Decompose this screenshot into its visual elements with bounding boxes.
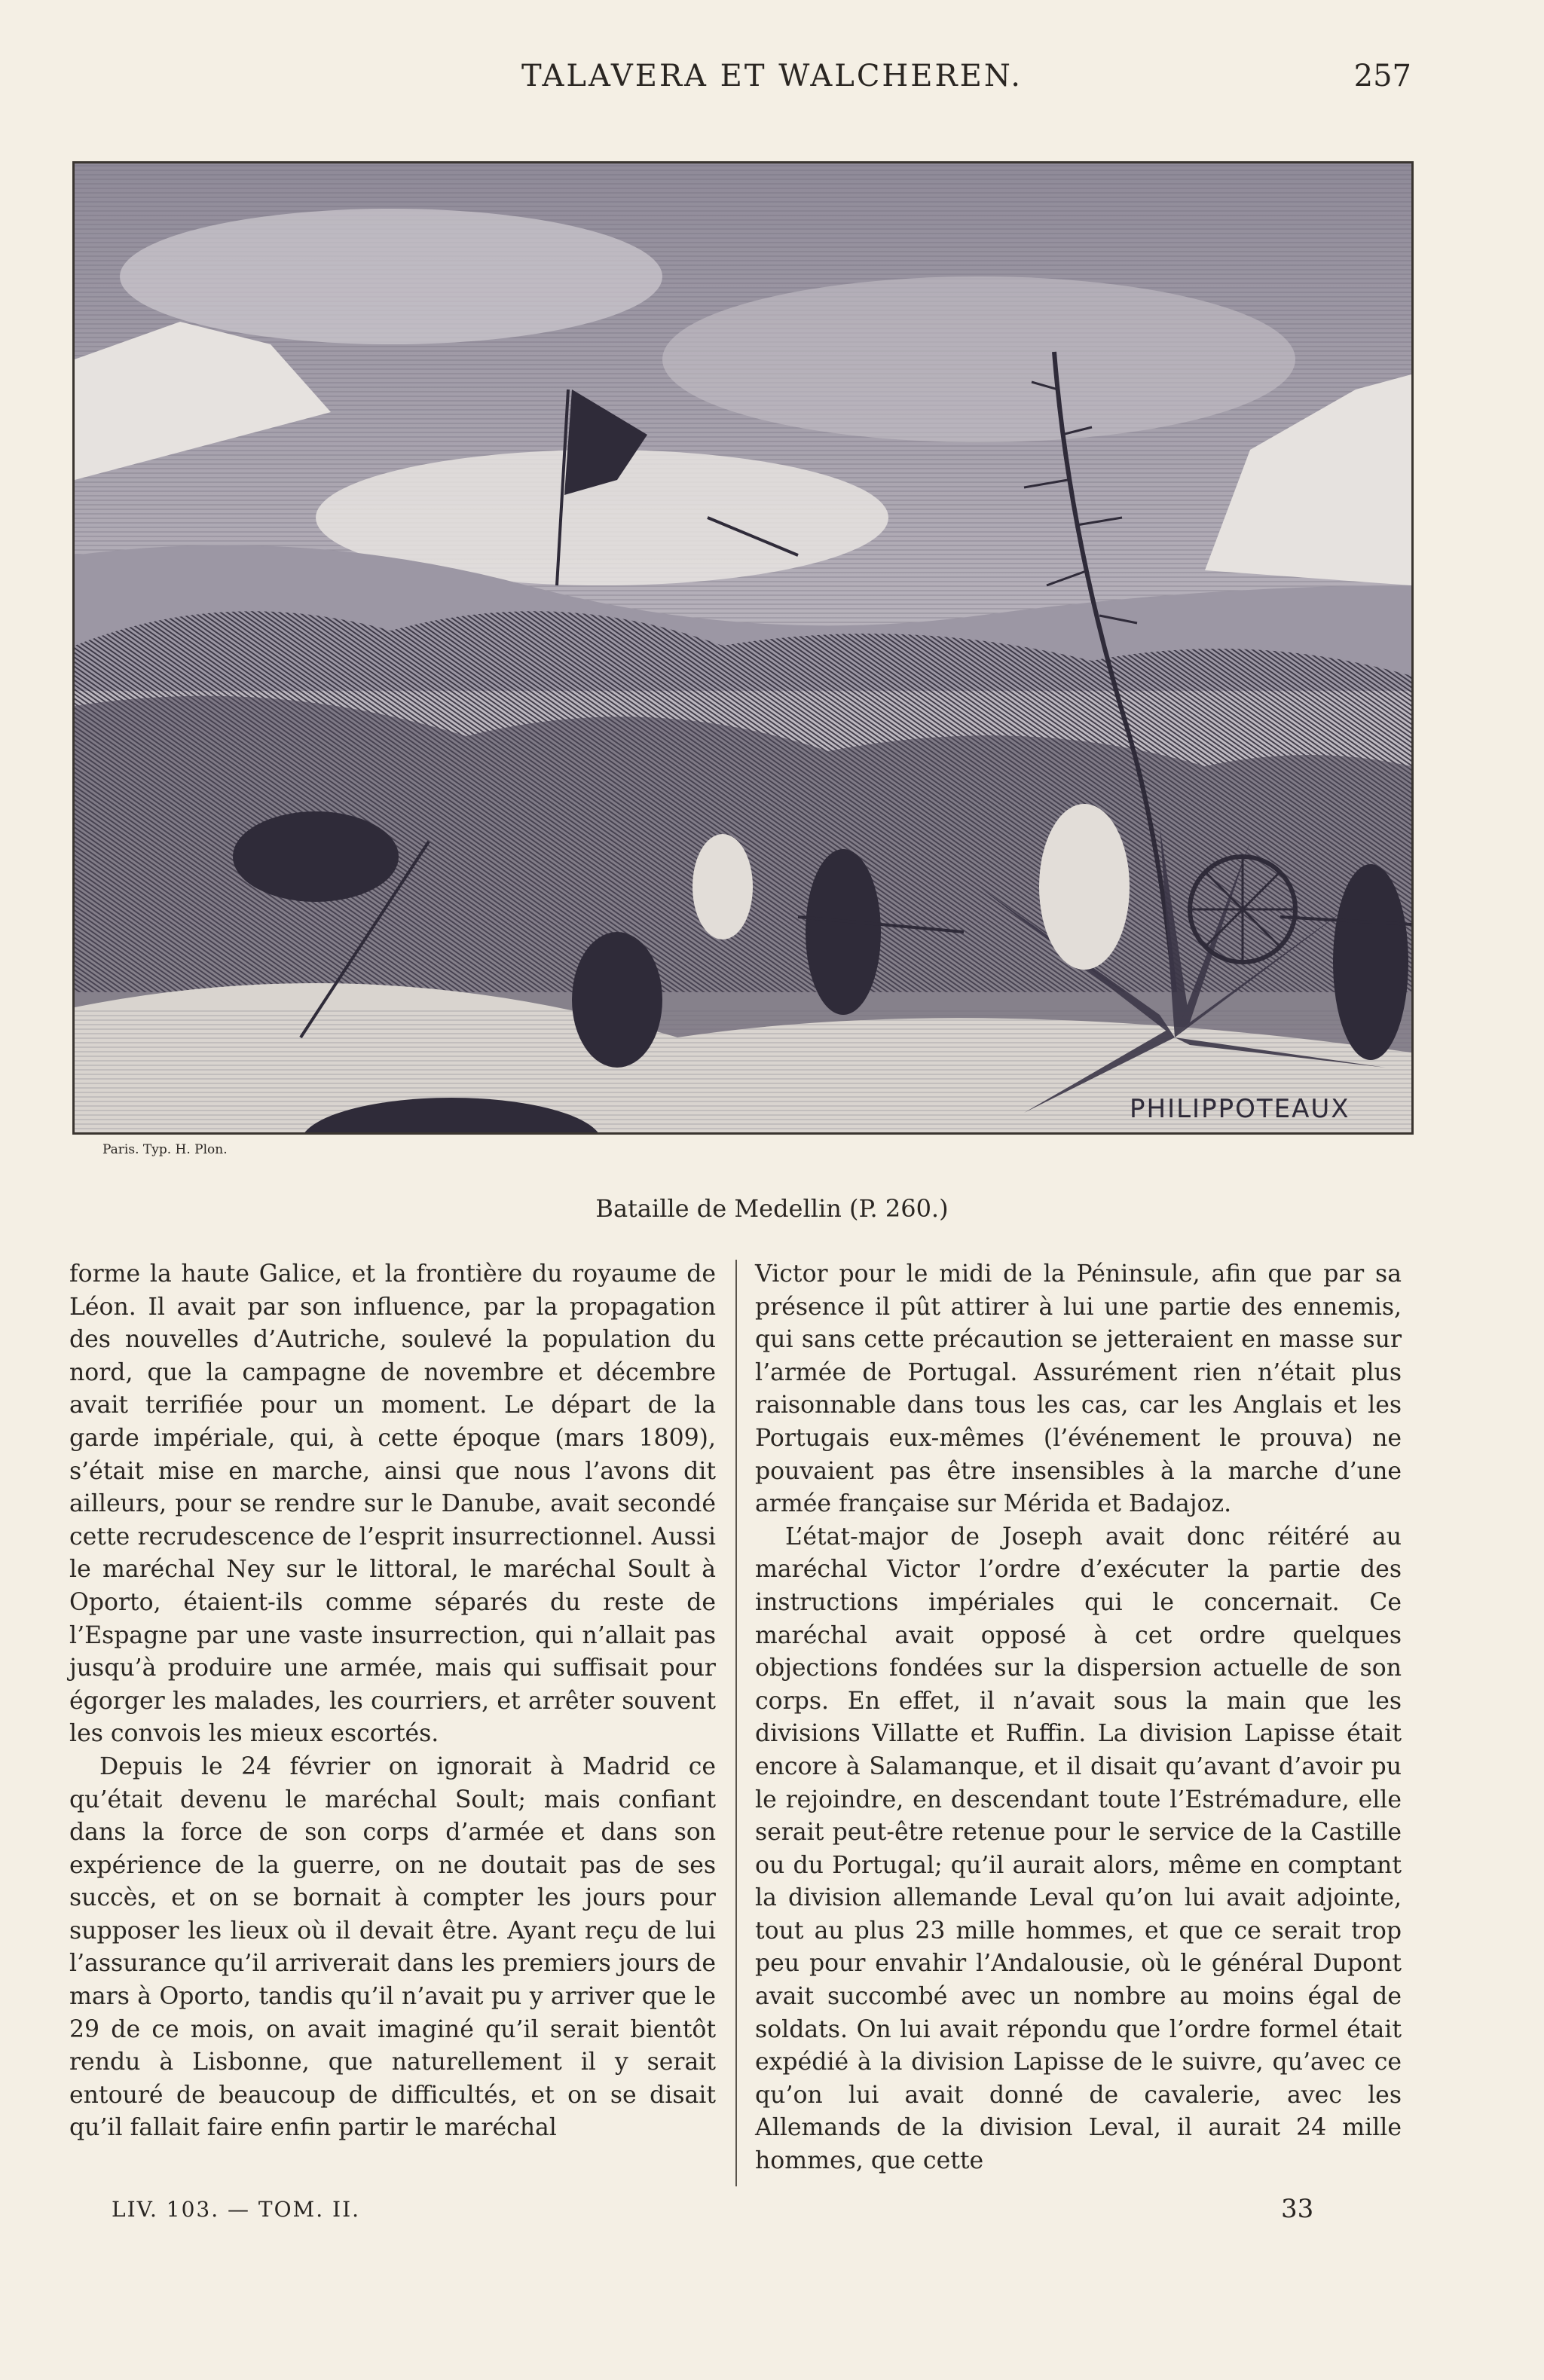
running-head	[0, 59, 1544, 104]
printer-credit: Paris. Typ. H. Plon.	[102, 1142, 228, 1157]
sheet-number: 33	[1281, 2194, 1314, 2224]
right-paragraph-2: L’état-major de Joseph avait donc réitéré au maréchal Victor l’ordre d’exécuter la partie des instructions impériales qui le concernait. Ce maréchal avait opposé à cet ordre quelques objections fondées sur la dispersion actuelle de son corps. En effet, il n’avait sous la main que les divisions Villatte et Ruffin. La division Lapisse était encore à Salamanque, et il disait qu’avant d’avoir pu le rejoindre, en descendant toute l’Estrémadure, elle serait peut-être retenue pour le service de la Castille ou du Portugal; qu’il aurait alors, même en comptant la division allemande Leval qu’on lui avait adjointe, tout au plus 23 mille hommes, et que ce serait trop peu pour envahir l’Andalousie, où le général Dupont avait succombé avec un nombre au moins égal de soldats. On lui avait répondu que l’ordre formel était expédié à la division Lapisse de le suivre, qu’avec ce qu’on lui avait donné de cavalerie, avec les Allemands de la division Leval, il aurait 24 mille hommes, que cette	[755, 1523, 1402, 2175]
left-paragraph-2: Depuis le 24 février on ignorait à Madrid ce qu’était devenu le maréchal Soult; mais confiant dans la force de son corps d’armée et dans son expérience de la guerre, on ne doutait pas de ses succès, et on se bornait à compter les jours pour supposer les lieux où il devait être. Ayant reçu de lui l’assurance qu’il arriverait dans les premiers jours de mars à Oporto, tandis qu’il n’avait pu y arriver que le 29 de ce mois, on avait imaginé qu’il serait bientôt rendu à Lisbonne, que naturellement il y serait entouré de beaucoup de difficultés, et on se disait qu’il fallait faire enfin partir le maréchal	[69, 1752, 716, 2142]
column-divider	[735, 1260, 737, 2186]
left-column	[69, 1258, 716, 2145]
engraving-artwork	[75, 163, 1411, 1132]
right-paragraph-1: Victor pour le midi de la Péninsule, afin que par sa présence il pût attirer à lui une partie des ennemis, qui sans cette précaution se jetteraient en masse sur l’armée de Portugal. Assurément rien n’était plus raisonnable dans tous les cas, car les Anglais et les Portugais eux-mêmes (l’événement le prouva) ne pouvaient pas être insensibles à la marche d’une armée française sur Mérida et Badajoz.	[755, 1260, 1402, 1518]
artist-signature: PHILIPPOTEAUX	[1130, 1094, 1350, 1124]
right-column	[755, 1258, 1402, 2178]
page-number: 257	[1353, 59, 1411, 93]
left-paragraph-1: forme la haute Galice, et la frontière du royaume de Léon. Il avait par son influence, par la propagation des nouvelles d’Autriche, soulevé la population du nord, que la campagne de novembre et décembre avait terrifiée pour un moment. Le départ de la garde impériale, qui, à cette époque (mars 1809), s’était mise en marche, ainsi que nous l’avons dit ailleurs, pour se rendre sur le Danube, avait secondé cette recrudescence de l’esprit insurrectionnel. Aussi le maréchal Ney sur le littoral, le maréchal Soult à Oporto, étaient-ils comme séparés du reste de l’Espagne par une vaste insurrection, qui n’allait pas jusqu’à produire une armée, mais qui suffisait pour égorger les malades, les courriers, et arrêter souvent les convois les mieux escortés.	[69, 1260, 716, 1748]
battle-engraving	[72, 161, 1414, 1135]
running-title: TALAVERA ET WALCHEREN.	[521, 59, 1023, 93]
signature-mark: LIV. 103. — TOM. II.	[112, 2197, 361, 2222]
illustration-caption: Bataille de Medellin (P. 260.)	[595, 1194, 949, 1223]
